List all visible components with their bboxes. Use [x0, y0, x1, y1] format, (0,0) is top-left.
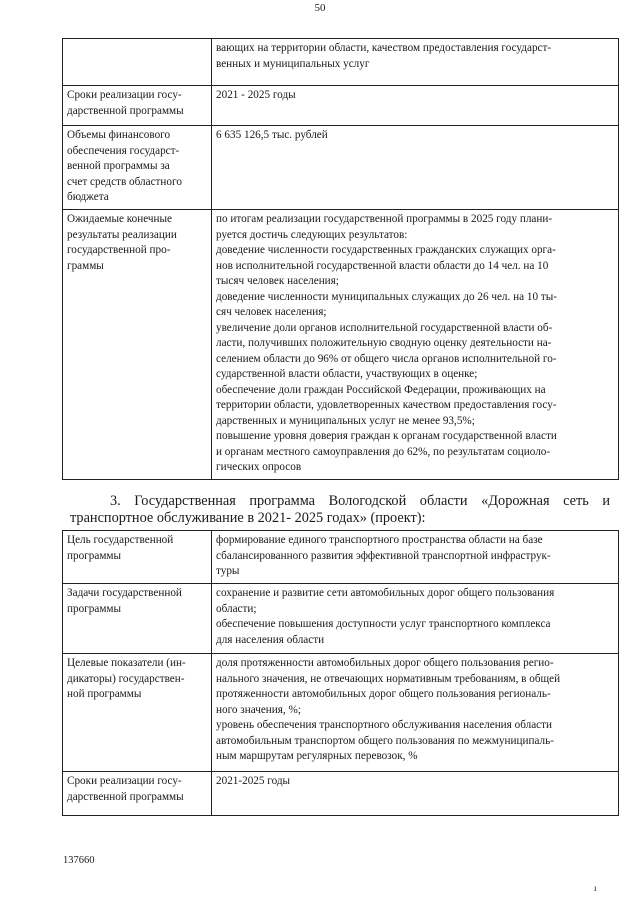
text-line: уровень обеспечения транспортного обслуживания населения области	[216, 719, 553, 731]
text-line: бюджета	[67, 191, 109, 203]
value-cell	[212, 654, 619, 772]
text-line: программы	[67, 602, 121, 615]
text-line: счет средств областного	[67, 175, 182, 188]
label-cell	[63, 531, 212, 584]
text-line: ного значения, %;	[216, 703, 301, 716]
table-row	[63, 86, 619, 126]
text-line: государственной про-	[67, 244, 171, 256]
table-row	[63, 210, 619, 480]
text-line: нов исполнительной государственной власти области до 14 чел. на 10	[216, 259, 549, 272]
text-line: туры	[216, 565, 240, 577]
value-cell	[212, 531, 619, 584]
section-heading-line-1: 3. Государственная программа Вологодской области «Дорожная сеть и	[110, 493, 610, 509]
corner-mark: ı	[594, 883, 597, 893]
text-line: автомобильным транспортом общего пользования по межмуниципаль-	[216, 734, 554, 747]
text-line: селением области до 96% от общего числа органов исполнительной го-	[216, 352, 557, 365]
text-line: Сроки реализации госу-	[67, 89, 182, 101]
section-heading	[70, 493, 610, 527]
text-line: сохранение и развитие сети автомобильных дорог общего пользования	[216, 587, 555, 599]
text-line: сударственной власти области, участвующих в оценке;	[216, 368, 478, 380]
document-code: 137660	[63, 855, 95, 866]
text-line: руется достичь следующих результатов:	[216, 228, 408, 241]
label-cell	[63, 39, 212, 86]
text-line: Ожидаемые конечные	[67, 213, 173, 225]
value-cell	[212, 772, 619, 816]
text-line: 2021 - 2025 годы	[216, 89, 296, 101]
text-line: формирование единого транспортного пространства области на базе	[216, 534, 543, 546]
text-line: дарственной программы	[67, 790, 184, 803]
label-cell	[63, 654, 212, 772]
program-passport-table-2	[62, 530, 619, 816]
text-line: Цель государственной	[67, 534, 174, 546]
value-cell	[212, 126, 619, 210]
text-line: доля протяженности автомобильных дорог общего пользования регио-	[216, 657, 554, 669]
text-line: Задачи государственной	[67, 587, 182, 599]
label-cell	[63, 772, 212, 816]
text-line: протяженности автомобильных дорог общего пользования региональ-	[216, 688, 551, 700]
text-line: дикаторы) государствен-	[67, 672, 185, 685]
text-line: области;	[216, 602, 257, 615]
text-line: тысяч человек населения;	[216, 275, 339, 287]
table-row	[63, 531, 619, 584]
text-line: дарственной программы	[67, 104, 184, 117]
table-row	[63, 126, 619, 210]
text-line: обеспечение доли граждан Российской Федерации, проживающих на	[216, 383, 546, 396]
table-row	[63, 654, 619, 772]
text-line: венной программы за	[67, 160, 170, 172]
text-line: граммы	[67, 259, 104, 272]
table-row	[63, 39, 619, 86]
table-row	[63, 584, 619, 654]
table-row	[63, 772, 619, 816]
text-line: обеспечение повышения доступности услуг транспортного комплекса	[216, 618, 551, 630]
text-line: вающих на территории области, качеством предоставления государст-	[216, 42, 552, 54]
value-cell	[212, 86, 619, 126]
text-line: ласти, получивших положительную сводную оценку деятельности на-	[216, 337, 552, 349]
value-cell	[212, 210, 619, 480]
section-heading-line-2: транспортное обслуживание в 2021- 2025 годах» (проект):	[70, 510, 426, 526]
label-cell	[63, 584, 212, 654]
text-line: венных и муниципальных услуг	[216, 57, 370, 70]
text-line: дарственных и муниципальных услуг не менее 93,5%;	[216, 414, 475, 427]
text-line: территории области, удовлетворенных качеством предоставления госу-	[216, 399, 557, 411]
label-cell	[63, 126, 212, 210]
text-line: гических опросов	[216, 461, 302, 473]
text-line: доведение численности государственных гражданских служащих орга-	[216, 244, 556, 256]
label-cell	[63, 86, 212, 126]
text-line: обеспечения государст-	[67, 144, 180, 157]
text-line: для населения области	[216, 633, 325, 646]
text-line: сяч человек населения;	[216, 306, 327, 318]
text-line: повышение уровня доверия граждан к органам государственной власти	[216, 430, 557, 442]
text-line: Объемы финансового	[67, 129, 171, 141]
text-line: нального значения, не отвечающих нормативным требованиям, в общей	[216, 672, 561, 685]
text-line: увеличение доли органов исполнительной государственной власти об-	[216, 321, 553, 334]
program-passport-table-1	[62, 38, 619, 480]
text-line: программы	[67, 549, 121, 562]
text-line: Сроки реализации госу-	[67, 775, 182, 787]
label-cell	[63, 210, 212, 480]
text-line: 6 635 126,5 тыс. рублей	[216, 129, 328, 141]
text-line: 2021-2025 годы	[216, 775, 291, 787]
text-line: доведение численности муниципальных служащих до 26 чел. на 10 ты-	[216, 290, 557, 303]
text-line: и органам местного самоуправления до 62%, по результатам социоло-	[216, 445, 551, 458]
text-line: ной программы	[67, 688, 142, 700]
value-cell	[212, 584, 619, 654]
text-line: результаты реализации	[67, 228, 177, 241]
text-line: сбалансированного развития эффективной транспортной инфраструк-	[216, 549, 551, 562]
text-line: по итогам реализации государственной программы в 2025 году плани-	[216, 213, 553, 225]
page-number: 50	[314, 2, 326, 14]
text-line: Целевые показатели (ин-	[67, 657, 186, 669]
value-cell	[212, 39, 619, 86]
text-line: ным маршрутам регулярных перевозок, %	[216, 750, 418, 762]
